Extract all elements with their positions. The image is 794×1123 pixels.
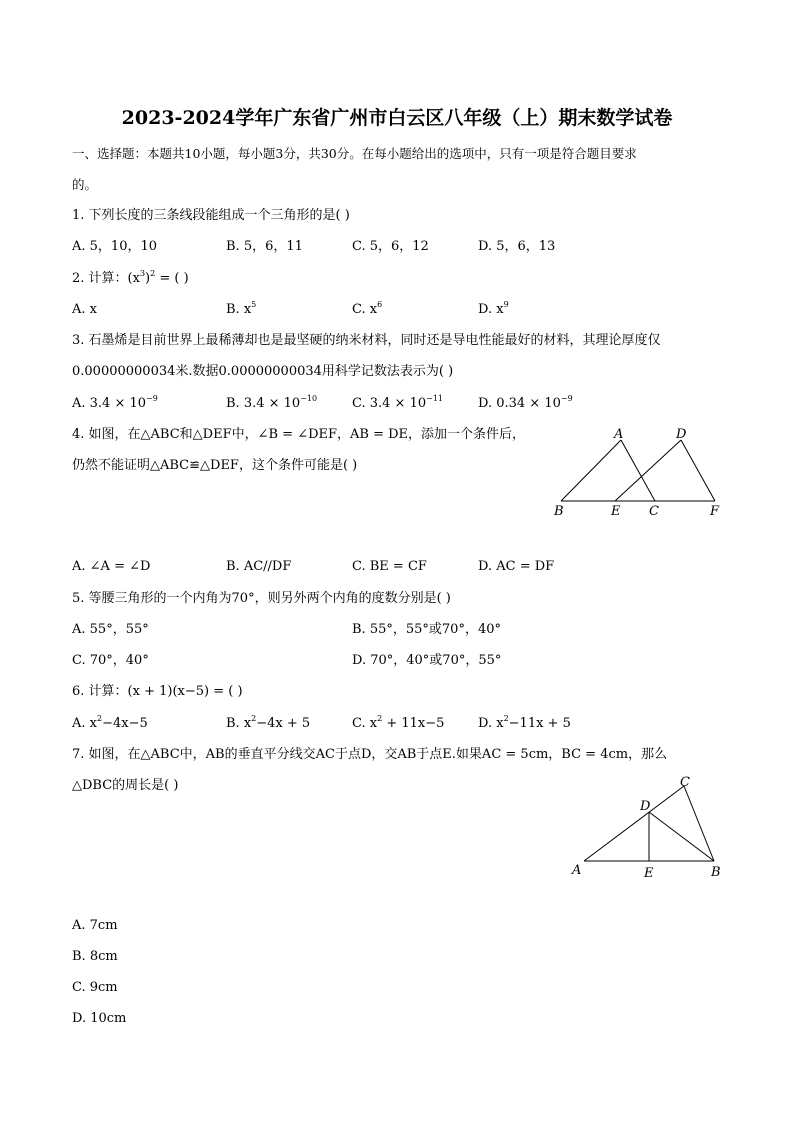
q6-option-c: C. $x^2 + 11x-5$ bbox=[352, 714, 445, 731]
q3-option-c: C. $3.4 \times 10^{-11}$ bbox=[352, 394, 444, 411]
q4-label-c: C bbox=[649, 504, 659, 519]
q1-option-d: D. 5，6，13 bbox=[478, 239, 556, 254]
q4-label-a: A bbox=[614, 427, 624, 442]
q2-option-c: C. $x^6$ bbox=[352, 300, 383, 317]
q6-option-a: A. $x^2-4x-5$ bbox=[72, 714, 148, 731]
q3-stem-line2: 0.00000000034米.数据0.00000000034用科学记数法表示为( ) bbox=[72, 364, 454, 379]
page-title: 2023-2024学年广东省广州市白云区八年级（上）期末数学试卷 bbox=[121, 107, 673, 129]
q2-option-b: B. $x^5$ bbox=[226, 300, 257, 317]
q5-option-c: C. 70°，40° bbox=[72, 653, 149, 668]
q4-option-a: A. ∠A = ∠D bbox=[72, 559, 151, 574]
q7-option-a: A. 7cm bbox=[72, 918, 118, 933]
q4-line-ba bbox=[561, 440, 621, 501]
q7-option-b: B. 8cm bbox=[72, 949, 118, 964]
q6-option-b: B. $x^2-4x + 5$ bbox=[226, 714, 311, 731]
q4-label-f: F bbox=[710, 504, 720, 519]
q5-option-a: A. 55°，55° bbox=[72, 622, 149, 637]
q4-option-d: D. AC = DF bbox=[478, 559, 555, 574]
q7-label-c: C bbox=[680, 775, 690, 790]
q4-stem-line1: 4. 如图，在△ABC和△DEF中，∠B = ∠DEF，AB = DE，添加一个条件后， bbox=[72, 427, 526, 442]
q7-figure bbox=[566, 770, 732, 882]
q1-option-a: A. 5，10，10 bbox=[72, 239, 158, 254]
q7-option-c: C. 9cm bbox=[72, 980, 118, 995]
q6-stem: 6. 计算：(x + 1)(x−5) = ( ) bbox=[72, 684, 243, 699]
q7-stem-line2: △DBC的周长是( ) bbox=[72, 778, 179, 793]
q7-line-ac bbox=[584, 786, 684, 861]
q1-stem: 1. 下列长度的三条线段能组成一个三角形的是( ) bbox=[72, 208, 350, 223]
section-heading-cont: 的。 bbox=[72, 177, 98, 192]
q4-label-b: B bbox=[554, 504, 564, 519]
q4-line-ac bbox=[621, 440, 655, 501]
q4-line-ed bbox=[615, 440, 681, 501]
q5-option-b: B. 55°，55°或70°，40° bbox=[352, 622, 501, 637]
q6-option-d: D. $x^2-11x + 5$ bbox=[478, 714, 571, 731]
section-heading: 一、选择题：本题共10小题，每小题3分，共30分。在每小题给出的选项中，只有一项是符合题目要求 bbox=[72, 146, 637, 161]
q7-option-d: D. 10cm bbox=[72, 1011, 127, 1026]
q5-stem: 5. 等腰三角形的一个内角为70°，则另外两个内角的度数分别是( ) bbox=[72, 591, 451, 606]
q2-stem: 2. 计算：$(x^3)^2$ = ( ) bbox=[72, 269, 189, 286]
q2-option-a: A. x bbox=[72, 302, 97, 317]
q3-stem-line1: 3. 石墨烯是目前世界上最稀薄却也是最坚硬的纳米材料，同时还是导电性能最好的材料，其理论厚度仅 bbox=[72, 333, 661, 348]
q3-option-d: D. $0.34 \times 10^{-9}$ bbox=[478, 394, 573, 411]
q4-figure bbox=[548, 424, 730, 520]
q1-option-b: B. 5，6，11 bbox=[226, 239, 303, 254]
q5-option-d: D. 70°，40°或70°，55° bbox=[352, 653, 502, 668]
q7-stem-line1: 7. 如图，在△ABC中，AB的垂直平分线交AC于点D，交AB于点E.如果AC = 5cm，BC = 4cm，那么 bbox=[72, 747, 668, 762]
q7-label-e: E bbox=[644, 866, 654, 881]
q7-label-d: D bbox=[640, 799, 651, 814]
q4-stem-line2: 仍然不能证明△ABC≌△DEF，这个条件可能是( ) bbox=[72, 458, 358, 473]
q3-option-b: B. $3.4 \times 10^{-10}$ bbox=[226, 394, 318, 411]
q4-label-e: E bbox=[611, 504, 621, 519]
q1-option-c: C. 5，6，12 bbox=[352, 239, 429, 254]
q4-line-df bbox=[681, 440, 715, 501]
q4-option-b: B. AC//DF bbox=[226, 559, 292, 574]
q7-label-a: A bbox=[572, 863, 582, 878]
q4-option-c: C. BE = CF bbox=[352, 559, 427, 574]
q7-label-b: B bbox=[711, 865, 721, 880]
q2-option-d: D. $x^9$ bbox=[478, 300, 509, 317]
q3-option-a: A. $3.4 \times 10^{-9}$ bbox=[72, 394, 158, 411]
q4-label-d: D bbox=[676, 427, 687, 442]
